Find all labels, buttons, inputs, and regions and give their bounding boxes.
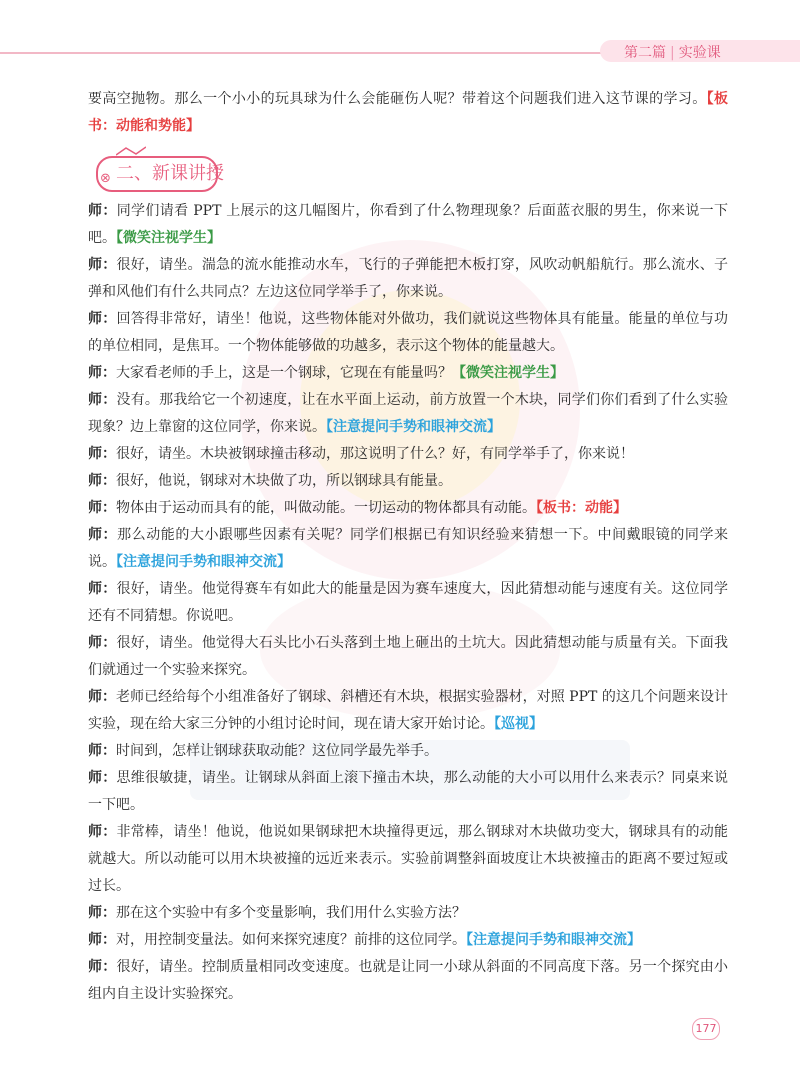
- dialogue-text: 老师已经给每个小组准备好了钢球、斜槽还有木块，根据实验器材，对照 PPT 的这几个问题来设计实验，现在给大家三分钟的小组讨论时间，现在请大家开始讨论。: [88, 689, 729, 732]
- dialogue-text: 很好，他说，钢球对木块做了功，所以钢球具有能量。: [116, 473, 452, 489]
- dialogue-paragraph: [88, 738, 728, 765]
- speaker-label: 师：: [88, 689, 117, 705]
- dialogue-paragraph: [88, 630, 728, 684]
- intro-board-note: 【板书：动能和势能】: [88, 91, 729, 134]
- dialogue-text: 对，用控制变量法。如何来探究速度？前排的这位同学。: [116, 932, 466, 948]
- teaching-note: 【注意提问手势和眼神交流】: [466, 932, 641, 948]
- speaker-label: 师：: [88, 770, 117, 786]
- speaker-label: 师：: [88, 959, 117, 975]
- dialogue-paragraph: [88, 252, 728, 306]
- dialogue-paragraph: [88, 684, 728, 738]
- dialogue-paragraph: [88, 360, 728, 387]
- speaker-label: 师：: [88, 824, 117, 840]
- dialogue-text: 很好，请坐。木块被钢球撞击移动，那这说明了什么？好，有同学举手了，你来说！: [116, 446, 634, 462]
- dialogue-paragraph: [88, 954, 728, 1008]
- dialogue-text: 很好，请坐。他觉得赛车有如此大的能量是因为赛车速度大，因此猜想动能与速度有关。这位同学还有不同猜想。你说吧。: [88, 581, 729, 624]
- header-separator: |: [670, 45, 675, 61]
- dialogue-list: [88, 198, 728, 1008]
- dialogue-paragraph: [88, 900, 728, 927]
- dialogue-paragraph: [88, 765, 728, 819]
- dialogue-text: 没有。那我给它一个初速度，让在水平面上运动，前方放置一个木块，同学们你们看到了什么实验现象？边上靠窗的这位同学，你来说。: [88, 392, 729, 435]
- running-header: [0, 40, 800, 62]
- page-number: 177: [692, 1018, 720, 1040]
- dialogue-paragraph: [88, 468, 728, 495]
- dialogue-paragraph: [88, 495, 728, 522]
- page-body: [88, 86, 728, 1008]
- speaker-label: 师：: [88, 446, 116, 462]
- dialogue-text: 物体由于运动而具有的能，叫做动能。一切运动的物体都具有动能。: [116, 500, 536, 516]
- teaching-note: 【巡视】: [494, 716, 543, 732]
- header-chapter: 实验课: [678, 45, 721, 61]
- teaching-note: 【微笑注视学生】: [452, 365, 564, 381]
- dialogue-text: 那在这个实验中有多个变量影响，我们用什么实验方法？: [116, 905, 466, 921]
- section-heading: [88, 146, 728, 198]
- dialogue-text: 很好，请坐。湍急的流水能推动水车，飞行的子弹能把木板打穿，风吹动帆船航行。那么流水、子弹和风他们有什么共同点？左边这位同学举手了，你来说。: [88, 257, 729, 300]
- dialogue-text: 很好，请坐。他觉得大石头比小石头落到土地上砸出的土坑大。因此猜想动能与质量有关。下面我们就通过一个实验来探究。: [88, 635, 729, 678]
- speaker-label: 师：: [88, 365, 116, 381]
- dialogue-text: 回答得非常好，请坐！他说，这些物体能对外做功，我们就说这些物体具有能量。能量的单位与功的单位相同，是焦耳。一个物体能够做的功越多，表示这个物体的能量越大。: [88, 311, 729, 354]
- teaching-note: 【微笑注视学生】: [116, 230, 221, 246]
- speaker-label: 师：: [88, 392, 117, 408]
- header-part: 第二篇: [624, 45, 666, 61]
- teaching-note: 【板书：动能】: [536, 500, 627, 516]
- dialogue-paragraph: [88, 306, 728, 360]
- dialogue-paragraph: [88, 927, 728, 954]
- speaker-label: 师：: [88, 473, 116, 489]
- dialogue-text: 同学们请看 PPT 上展示的这几幅图片，你看到了什么物理现象？后面蓝衣服的男生，你来说一下吧。: [88, 203, 729, 246]
- dialogue-text: 非常棒，请坐！他说，他说如果钢球把木块撞得更远，那么钢球对木块做功变大，钢球具有的动能就越大。所以动能可以用木块被撞的远近来表示。实验前调整斜面坡度让木块被撞击的距离不要过短或过长。: [88, 824, 729, 894]
- speaker-label: 师：: [88, 203, 117, 219]
- dialogue-text: 大家看老师的手上，这是一个钢球，它现在有能量吗？: [116, 365, 452, 381]
- dialogue-paragraph: [88, 522, 728, 576]
- dialogue-text: 那么动能的大小跟哪些因素有关呢？同学们根据已有知识经验来猜想一下。中间戴眼镜的同学来说。: [88, 527, 729, 570]
- section-title: 二、新课讲授: [116, 163, 224, 184]
- dialogue-paragraph: [88, 441, 728, 468]
- section-bullet-icon: ⊗: [100, 171, 111, 186]
- speaker-label: 师：: [88, 635, 117, 651]
- speaker-label: 师：: [88, 932, 116, 948]
- intro-paragraph: [88, 86, 728, 140]
- dialogue-paragraph: [88, 387, 728, 441]
- speaker-label: 师：: [88, 905, 116, 921]
- speaker-label: 师：: [88, 527, 118, 543]
- teaching-note: 【注意提问手势和眼神交流】: [326, 419, 501, 435]
- teaching-note: 【注意提问手势和眼神交流】: [116, 554, 291, 570]
- section-decoration-icon: [116, 146, 146, 156]
- intro-text: 要高空抛物。那么一个小小的玩具球为什么会能砸伤人呢？带着这个问题我们进入这节课的学习。: [88, 91, 707, 107]
- header-title: [624, 42, 721, 62]
- speaker-label: 师：: [88, 311, 117, 327]
- dialogue-paragraph: [88, 819, 728, 900]
- dialogue-text: 时间到，怎样让钢球获取动能？这位同学最先举手。: [116, 743, 438, 759]
- speaker-label: 师：: [88, 743, 116, 759]
- speaker-label: 师：: [88, 581, 117, 597]
- dialogue-text: 很好，请坐。控制质量相同改变速度。也就是让同一小球从斜面的不同高度下落。另一个探究由小组内自主设计实验探究。: [88, 959, 729, 1002]
- dialogue-paragraph: [88, 576, 728, 630]
- dialogue-paragraph: [88, 198, 728, 252]
- speaker-label: 师：: [88, 257, 117, 273]
- dialogue-text: 思维很敏捷，请坐。让钢球从斜面上滚下撞击木块，那么动能的大小可以用什么来表示？同桌来说一下吧。: [88, 770, 729, 813]
- speaker-label: 师：: [88, 500, 116, 516]
